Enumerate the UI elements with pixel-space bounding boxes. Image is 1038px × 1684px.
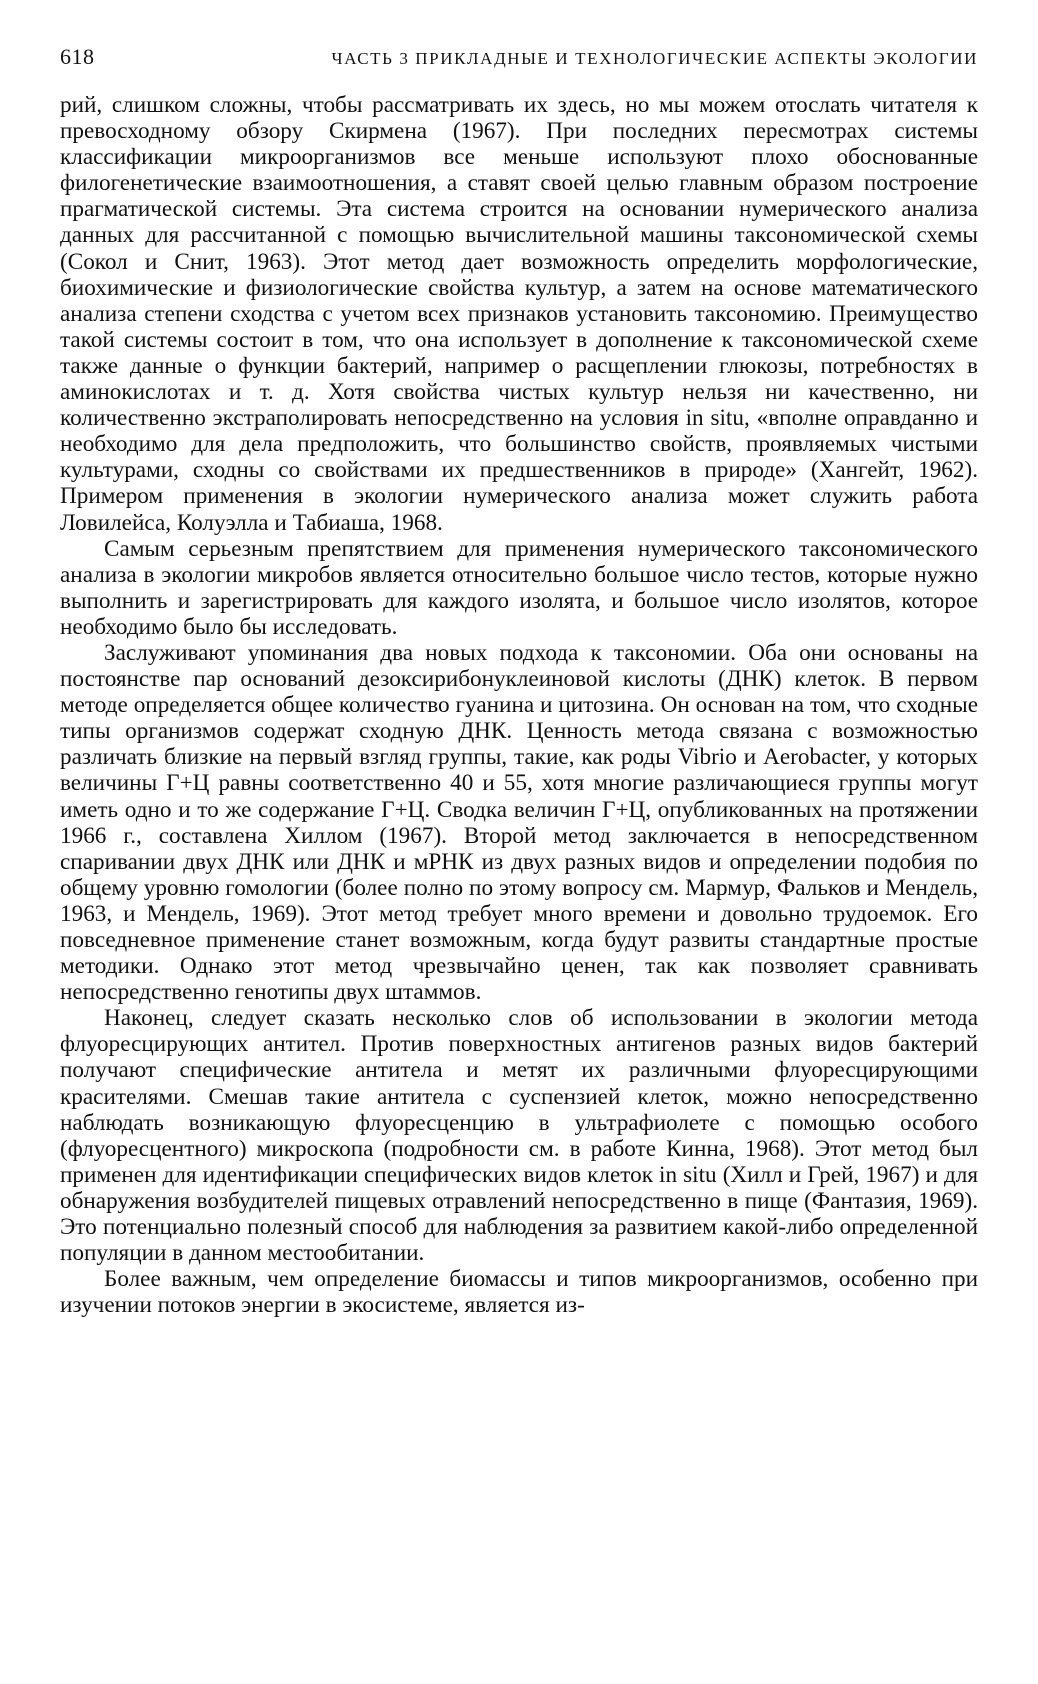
body-text — [60, 92, 978, 1318]
paragraph-4: Наконец, следует сказать несколько слов об использовании в экологии метода флуоресцирующих антител. Против поверхностных антигенов разных видов бактерий получают специфические антитела и метят их различными флуоресцирующими красителями. Смешав такие антитела с суспензией клеток, можно непосредственно наблюдать возникающую флуоресценцию в ультрафиолете с помощью особого (флуоресцентного) микроскопа (подробности см. в работе Кинна, 1968). Этот метод был применен для идентификации специфических видов клеток in situ (Хилл и Грей, 1967) и для обнаружения возбудителей пищевых отравлений непосредственно в пище (Фантазия, 1969). Это потенциально полезный способ для наблюдения за развитием какой-либо определенной популяции в данном местообитании. — [60, 1005, 978, 1267]
running-head — [60, 44, 978, 70]
page-number: 618 — [60, 44, 95, 69]
running-head-title: ЧАСТЬ 3 ПРИКЛАДНЫЕ И ТЕХНОЛОГИЧЕСКИЕ АСПЕКТЫ ЭКОЛОГИИ — [331, 49, 978, 68]
paragraph-2: Самым серьезным препятствием для применения нумерического таксономического анализа в экологии микробов является относительно большое число тестов, которые нужно выполнить и зарегистрировать для каждого изолята, и большое число изолятов, которое необходимо было бы исследовать. — [60, 535, 978, 640]
paragraph-5: Более важным, чем определение биомассы и типов микроорганизмов, особенно при изучении потоков энергии в экосистеме, является из- — [60, 1266, 978, 1319]
paragraph-3: Заслуживают упоминания два новых подхода к таксономии. Оба они основаны на постоянстве пар оснований дезоксирибонуклеиновой кислоты (ДНК) клеток. В первом методе определяется общее количество гуанина и цитозина. Он основан на том, что сходные типы организмов содержат сходную ДНК. Ценность метода связана с возможностью различать близкие на первый взгляд группы, такие, как роды Vibrio и Aerobacter, у которых величины Г+Ц равны соответственно 40 и 55, хотя многие различающиеся группы могут иметь одно и то же содержание Г+Ц. Сводка величин Г+Ц, опубликованных на протяжении 1966 г., составлена Хиллом (1967). Второй метод заключается в непосредственном спаривании двух ДНК или ДНК и мРНК из двух разных видов и определении подобия по общему уровню гомологии (более полно по этому вопросу см. Мармур, Фальков и Мендель, 1963, и Мендель, 1969). Этот метод требует много времени и довольно трудоемок. Его повседневное применение станет возможным, когда будут развиты стандартные простые методики. Однако этот метод чрезвычайно ценен, так как позволяет сравнивать непосредственно генотипы двух штаммов. — [60, 639, 978, 1006]
paragraph-1: рий, слишком сложны, чтобы рассматривать их здесь, но мы можем отослать читателя к превосходному обзору Скирмена (1967). При последних пересмотрах системы классификации микроорганизмов все меньше используют плохо обоснованные филогенетические взаимоотношения, а ставят своей целью главным образом построение прагматической системы. Эта система строится на основании нумерического анализа данных для рассчитанной с помощью вычислительной машины таксономической схемы (Сокол и Снит, 1963). Этот метод дает возможность определить морфологические, биохимические и физиологические свойства культур, а затем на основе математического анализа степени сходства с учетом всех признаков установить таксономию. Преимущество такой системы состоит в том, что она использует в дополнение к таксономической схеме также данные о функции бактерий, например о расщеплении глюкозы, потребностях в аминокислотах и т. д. Хотя свойства чистых культур нельзя ни качественно, ни количественно экстраполировать непосредственно на условия in situ, «вполне оправданно и необходимо для дела предположить, что большинство свойств, проявляемых чистыми культурами, сходны со свойствами их предшественников в природе» (Хангейт, 1962). Примером применения в экологии нумерического анализа может служить работа Ловилейса, Колуэлла и Табиаша, 1968. — [60, 92, 978, 536]
book-page — [60, 44, 978, 1318]
